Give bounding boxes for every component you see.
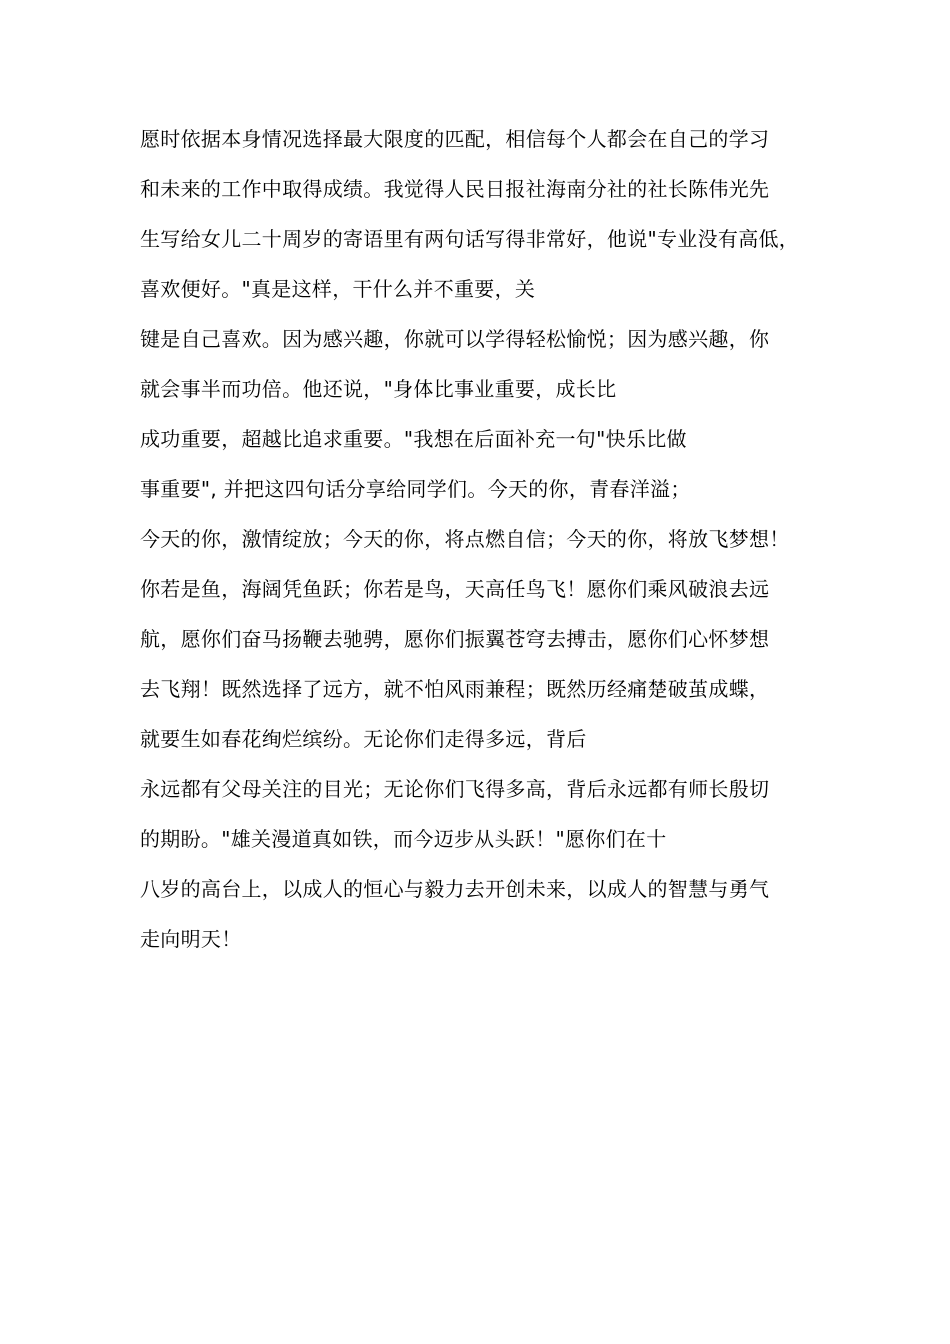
text-line-6: 就会事半而功倍。他还说，"身体比事业重要，成长比 [140, 377, 617, 401]
document-body [140, 122, 840, 972]
text-line-1: 愿时依据本身情况选择最大限度的匹配，相信每个人都会在自己的学习 [140, 127, 770, 151]
text-line-9: 今天的你，激情绽放；今天的你，将点燃自信；今天的你，将放飞梦想！ [140, 527, 790, 551]
text-line-11: 航，愿你们奋马扬鞭去驰骋，愿你们振翼苍穹去搏击，愿你们心怀梦想 [140, 627, 770, 651]
text-line-14: 永远都有父母关注的目光；无论你们飞得多高，背后永远都有师长殷切 [140, 777, 770, 801]
text-line-4: 喜欢便好。"真是这样，干什么并不重要，关 [140, 277, 536, 301]
text-line-2: 和未来的工作中取得成绩。我觉得人民日报社海南分社的社长陈伟光先 [140, 177, 770, 201]
text-line-5: 键是自己喜欢。因为感兴趣，你就可以学得轻松愉悦；因为感兴趣，你 [140, 327, 770, 351]
text-line-15: 的期盼。"雄关漫道真如铁，而今迈步从头跃！"愿你们在十 [140, 827, 667, 851]
text-line-3: 生写给女儿二十周岁的寄语里有两句话写得非常好，他说"专业没有高低， [140, 227, 800, 251]
text-line-12: 去飞翔！既然选择了远方，就不怕风雨兼程；既然历经痛楚破茧成蝶， [140, 677, 770, 701]
text-line-7: 成功重要，超越比追求重要。"我想在后面补充一句"快乐比做 [140, 427, 687, 451]
text-line-13: 就要生如春花绚烂缤纷。无论你们走得多远，背后 [140, 727, 587, 751]
text-line-10: 你若是鱼，海阔凭鱼跃；你若是鸟，天高任鸟飞！愿你们乘风破浪去远 [140, 577, 770, 601]
text-line-8: 事重要", 并把这四句话分享给同学们。今天的你，青春洋溢； [140, 477, 691, 501]
text-line-17: 走向明天！ [140, 927, 242, 951]
text-line-16: 八岁的高台上，以成人的恒心与毅力去开创未来，以成人的智慧与勇气 [140, 877, 770, 901]
